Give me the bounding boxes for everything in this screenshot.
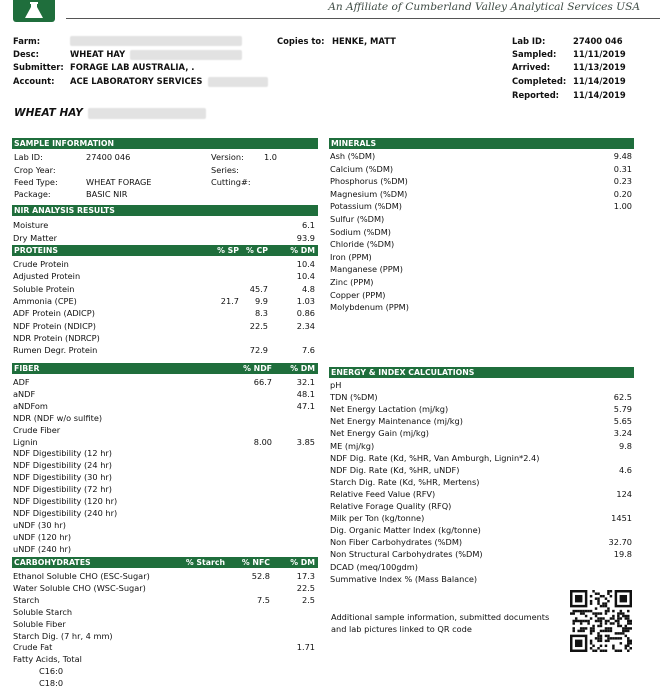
energy-row bbox=[330, 561, 635, 573]
energy-row bbox=[330, 464, 635, 476]
proteins-row-value: 1.03 bbox=[296, 295, 315, 306]
energy-row-label: Starch Dig. Rate (Kd, %HR, Mertens) bbox=[330, 476, 480, 487]
energy-row-label: NDF Dig. Rate (Kd, %HR, uNDF) bbox=[330, 464, 460, 475]
minerals-row-label: Potassium (%DM) bbox=[330, 201, 402, 212]
fiber-row bbox=[13, 424, 319, 436]
fiber-row bbox=[13, 483, 319, 495]
energy-row bbox=[330, 415, 635, 427]
proteins-row-value: 45.7 bbox=[249, 283, 268, 294]
labid-label: Lab ID: bbox=[512, 36, 546, 46]
divider bbox=[66, 18, 660, 19]
proteins-row-label: Adjusted Protein bbox=[13, 271, 81, 282]
proteins-row bbox=[13, 295, 319, 307]
proteins-row-label: ADF Protein (ADICP) bbox=[13, 308, 95, 319]
proteins-row bbox=[13, 332, 319, 344]
carbs-row-value: 7.5 bbox=[256, 594, 270, 605]
fiber-row bbox=[13, 471, 319, 483]
proteins-row-value: 4.8 bbox=[301, 283, 315, 294]
energy-row bbox=[330, 403, 635, 415]
minerals-row-value: 1.00 bbox=[613, 201, 632, 212]
farm-redacted bbox=[70, 35, 242, 46]
minerals-row-value: 0.31 bbox=[613, 163, 632, 174]
carbs-row bbox=[13, 582, 319, 594]
arrived-value: 11/13/2019 bbox=[573, 62, 626, 72]
account-value: ACE LABORATORY SERVICES bbox=[70, 76, 268, 87]
fiber-row-value: 48.1 bbox=[296, 388, 315, 399]
energy-row-value: 5.79 bbox=[613, 404, 632, 415]
fiber-row bbox=[13, 519, 319, 531]
affiliate-text: An Affiliate of Cumberland Valley Analytical Services USA bbox=[328, 1, 640, 13]
carbs-row-label: C18:0 bbox=[39, 678, 64, 689]
energy-row bbox=[330, 391, 635, 403]
fiber-row-value: 8.00 bbox=[253, 436, 272, 447]
carbs-row-label: Soluble Fiber bbox=[13, 618, 66, 629]
carbs-row-label: Crude Fat bbox=[13, 642, 53, 653]
minerals-row bbox=[330, 276, 635, 288]
carbs-row bbox=[13, 665, 319, 677]
energy-row-label: Net Energy Gain (mj/kg) bbox=[330, 428, 430, 439]
fiber-row-value: 32.1 bbox=[296, 377, 315, 387]
proteins-row-label: Soluble Protein bbox=[13, 283, 75, 294]
proteins-row-label: Rumen Degr. Protein bbox=[13, 345, 98, 356]
qr-code[interactable] bbox=[570, 590, 632, 652]
minerals-row bbox=[330, 188, 635, 200]
feedtype-label: Feed Type: bbox=[14, 177, 58, 187]
sampled-value: 11/11/2019 bbox=[573, 49, 626, 59]
sample-info-header: SAMPLE INFORMATION bbox=[12, 138, 318, 149]
fiber-row-label: NDF Digestibility (30 hr) bbox=[13, 472, 112, 483]
minerals-row-value: 0.20 bbox=[613, 188, 632, 199]
carbs-row bbox=[13, 570, 319, 582]
nir-row-label: Moisture bbox=[13, 220, 49, 230]
minerals-row bbox=[330, 289, 635, 301]
minerals-row bbox=[330, 213, 635, 225]
energy-row-value: 4.6 bbox=[618, 464, 632, 475]
minerals-row bbox=[330, 226, 635, 238]
nir-header: NIR ANALYSIS RESULTS bbox=[12, 205, 318, 216]
minerals-row bbox=[330, 251, 635, 263]
carbs-row-value: 1.71 bbox=[296, 642, 315, 653]
nir-row bbox=[13, 232, 319, 244]
arrived-label: Arrived: bbox=[512, 62, 551, 72]
carbs-col-1: % NFC bbox=[241, 558, 270, 567]
energy-row bbox=[330, 548, 635, 560]
fiber-row bbox=[13, 412, 319, 424]
energy-row-label: Non Structural Carbohydrates (%DM) bbox=[330, 549, 483, 560]
completed-value: 11/14/2019 bbox=[573, 76, 626, 86]
qr-note: Additional sample information, submitted documents and lab pictures linked to QR code bbox=[331, 612, 550, 634]
minerals-row bbox=[330, 175, 635, 187]
proteins-row-value: 22.5 bbox=[249, 320, 268, 331]
proteins-row bbox=[13, 270, 319, 282]
energy-row bbox=[330, 573, 635, 585]
feedtype-value: WHEAT FORAGE bbox=[86, 177, 152, 187]
fiber-col-0: % NDF bbox=[243, 364, 272, 373]
energy-row-label: Net Energy Maintenance (mj/kg) bbox=[330, 416, 463, 427]
energy-row-label: Milk per Ton (kg/tonne) bbox=[330, 513, 425, 524]
reported-label: Reported: bbox=[512, 90, 560, 100]
energy-row-value: 124 bbox=[616, 488, 632, 499]
fiber-row-value: 66.7 bbox=[253, 377, 272, 387]
copies-value: HENKE, MATT bbox=[332, 36, 396, 46]
proteins-row-value: 2.34 bbox=[296, 320, 315, 331]
proteins-row-label: NDF Protein (NDICP) bbox=[13, 320, 96, 331]
energy-row bbox=[330, 427, 635, 439]
energy-row-value: 3.24 bbox=[613, 428, 632, 439]
flask-icon bbox=[22, 2, 46, 20]
proteins-row bbox=[13, 307, 319, 319]
fiber-row bbox=[13, 376, 319, 388]
carbs-row-label: Soluble Starch bbox=[13, 606, 73, 617]
minerals-row-label: Chloride (%DM) bbox=[330, 239, 395, 250]
fiber-row-value: 3.85 bbox=[296, 436, 315, 447]
carbs-col-2: % DM bbox=[290, 558, 315, 567]
minerals-row bbox=[330, 263, 635, 275]
carbs-row-label: Starch bbox=[13, 594, 40, 605]
energy-row-value: 5.65 bbox=[613, 416, 632, 427]
energy-row-value: 1451 bbox=[611, 513, 632, 524]
proteins-row-label: NDR Protein (NDRCP) bbox=[13, 332, 100, 343]
proteins-row-value: 10.4 bbox=[296, 259, 315, 269]
carbs-row bbox=[13, 677, 319, 689]
energy-row bbox=[330, 452, 635, 464]
proteins-row-value: 8.3 bbox=[254, 308, 268, 319]
minerals-row-label: Iron (PPM) bbox=[330, 251, 372, 262]
fiber-col-1: % DM bbox=[290, 364, 315, 373]
submitter-label: Submitter: bbox=[13, 62, 64, 72]
energy-row-value: 9.8 bbox=[618, 440, 632, 451]
fiber-row bbox=[13, 447, 319, 459]
minerals-row-label: Magnesium (%DM) bbox=[330, 188, 408, 199]
fiber-row-label: ADF bbox=[13, 377, 30, 387]
proteins-row bbox=[13, 320, 319, 332]
energy-row-label: NDF Dig. Rate (Kd, %HR, Van Amburgh, Lignin*2.4) bbox=[330, 452, 540, 463]
minerals-row-label: Copper (PPM) bbox=[330, 289, 386, 300]
proteins-col-2: % DM bbox=[290, 246, 315, 255]
carbs-row-value: 2.5 bbox=[301, 594, 315, 605]
energy-row bbox=[330, 379, 635, 391]
nir-row bbox=[13, 219, 319, 231]
version-label: Version: bbox=[211, 152, 244, 162]
lab-logo bbox=[13, 0, 55, 22]
energy-row-label: Dig. Organic Matter Index (kg/tonne) bbox=[330, 525, 481, 536]
completed-label: Completed: bbox=[512, 76, 567, 86]
proteins-row-value: 21.7 bbox=[220, 295, 239, 306]
carbs-row-value: 52.8 bbox=[251, 571, 270, 581]
reported-value: 11/14/2019 bbox=[573, 90, 626, 100]
energy-row bbox=[330, 512, 635, 524]
proteins-row-label: Ammonia (CPE) bbox=[13, 295, 77, 306]
submitter-value: FORAGE LAB AUSTRALIA, . bbox=[70, 62, 195, 72]
fiber-row-label: uNDF (120 hr) bbox=[13, 531, 72, 542]
proteins-row-value: 10.4 bbox=[296, 271, 315, 282]
energy-row-value: 19.8 bbox=[613, 549, 632, 560]
fiber-row bbox=[13, 436, 319, 448]
energy-row-value: 32.70 bbox=[608, 537, 632, 548]
carbs-row bbox=[13, 594, 319, 606]
fiber-row-label: uNDF (240 hr) bbox=[13, 543, 72, 554]
minerals-row-label: Calcium (%DM) bbox=[330, 163, 394, 174]
nir-row-label: Dry Matter bbox=[13, 232, 58, 243]
minerals-row bbox=[330, 163, 635, 175]
carbs-row-label: Starch Dig. (7 hr, 4 mm) bbox=[13, 630, 113, 641]
fiber-row-label: NDF Digestibility (120 hr) bbox=[13, 496, 118, 506]
fiber-row bbox=[13, 507, 319, 519]
energy-row bbox=[330, 536, 635, 548]
minerals-row-label: Molybdenum (PPM) bbox=[330, 302, 409, 313]
minerals-row-label: Ash (%DM) bbox=[330, 151, 376, 161]
proteins-row-value: 9.9 bbox=[254, 295, 268, 306]
copies-label: Copies to: bbox=[277, 36, 325, 46]
minerals-row bbox=[330, 200, 635, 212]
energy-row-label: ME (mj/kg) bbox=[330, 440, 375, 451]
minerals-row-value: 0.23 bbox=[613, 176, 632, 187]
package-label: Package: bbox=[14, 189, 51, 199]
fiber-row-label: NDF Digestibility (72 hr) bbox=[13, 484, 112, 495]
fiber-header: FIBER % NDF % DM bbox=[12, 363, 318, 374]
proteins-row-value: 7.6 bbox=[301, 345, 315, 356]
energy-row-label: pH bbox=[330, 380, 342, 390]
energy-row bbox=[330, 440, 635, 452]
minerals-row-label: Manganese (PPM) bbox=[330, 264, 403, 275]
version-value: 1.0 bbox=[264, 152, 278, 162]
desc-label: Desc: bbox=[13, 49, 39, 59]
carbs-row-label: Ethanol Soluble CHO (ESC-Sugar) bbox=[13, 571, 150, 581]
energy-row-label: Summative Index % (Mass Balance) bbox=[330, 573, 478, 584]
minerals-row-value: 9.48 bbox=[613, 151, 632, 161]
energy-row bbox=[330, 500, 635, 512]
proteins-row-value: 72.9 bbox=[249, 345, 268, 356]
energy-header: ENERGY & INDEX CALCULATIONS bbox=[329, 367, 634, 378]
energy-row-label: Relative Forage Quality (RFQ) bbox=[330, 501, 452, 511]
fiber-row bbox=[13, 531, 319, 543]
minerals-header: MINERALS bbox=[329, 138, 634, 149]
proteins-header: PROTEINS % SP % CP % DM bbox=[12, 245, 318, 256]
farm-label: Farm: bbox=[13, 36, 41, 46]
fiber-row-value: 47.1 bbox=[296, 400, 315, 411]
fiber-row bbox=[13, 459, 319, 471]
energy-row bbox=[330, 488, 635, 500]
carbs-row-value: 17.3 bbox=[296, 571, 315, 581]
nir-row-value: 93.9 bbox=[296, 232, 315, 243]
proteins-row-value: 0.86 bbox=[296, 308, 315, 319]
sample-labid-value: 27400 046 bbox=[86, 152, 131, 162]
fiber-row bbox=[13, 543, 319, 555]
package-value: BASIC NIR bbox=[86, 189, 128, 199]
carbs-row bbox=[13, 641, 319, 653]
minerals-row-label: Sodium (%DM) bbox=[330, 226, 391, 237]
energy-row-label: DCAD (meq/100gdm) bbox=[330, 561, 418, 572]
sample-labid-label: Lab ID: bbox=[14, 152, 43, 162]
proteins-row bbox=[13, 283, 319, 295]
proteins-col-0: % SP bbox=[217, 246, 239, 255]
carbs-row-label: Fatty Acids, Total bbox=[13, 654, 82, 665]
proteins-row-label: Crude Protein bbox=[13, 259, 69, 269]
fiber-row bbox=[13, 388, 319, 400]
fiber-row-label: NDF Digestibility (12 hr) bbox=[13, 448, 112, 459]
fiber-row-label: NDF Digestibility (24 hr) bbox=[13, 460, 112, 471]
fiber-row-label: uNDF (30 hr) bbox=[13, 519, 66, 530]
proteins-row bbox=[13, 344, 319, 356]
fiber-row-label: aNDF bbox=[13, 388, 36, 399]
carbs-col-0: % Starch bbox=[185, 558, 225, 567]
carbs-row bbox=[13, 618, 319, 630]
carbs-row bbox=[13, 630, 319, 642]
carbs-row-label: Water Soluble CHO (WSC-Sugar) bbox=[13, 582, 146, 593]
fiber-row-label: Crude Fiber bbox=[13, 424, 61, 435]
fiber-row-label: Lignin bbox=[13, 436, 38, 447]
fiber-row bbox=[13, 400, 319, 412]
fiber-row-label: NDR (NDF w/o sulfite) bbox=[13, 412, 103, 423]
energy-row-value: 62.5 bbox=[613, 392, 632, 403]
report-title: WHEAT HAY bbox=[14, 107, 206, 119]
energy-row-label: Net Energy Lactation (mj/kg) bbox=[330, 404, 449, 415]
carbs-row-label: C16:0 bbox=[39, 666, 64, 677]
energy-row-label: Non Fiber Carbohydrates (%DM) bbox=[330, 537, 463, 548]
carbs-header: CARBOHYDRATES % Starch % NFC % DM bbox=[12, 557, 318, 568]
minerals-row bbox=[330, 150, 635, 162]
carbs-row-value: 22.5 bbox=[296, 582, 315, 593]
minerals-row bbox=[330, 301, 635, 313]
carbs-row bbox=[13, 606, 319, 618]
minerals-row bbox=[330, 238, 635, 250]
proteins-row bbox=[13, 258, 319, 270]
cutting-label: Cutting#: bbox=[211, 177, 251, 187]
minerals-row-label: Zinc (PPM) bbox=[330, 277, 374, 287]
energy-row-label: Relative Feed Value (RFV) bbox=[330, 488, 436, 499]
sampled-label: Sampled: bbox=[512, 49, 557, 59]
energy-row-label: TDN (%DM) bbox=[330, 392, 378, 403]
carbs-row bbox=[13, 653, 319, 665]
fiber-row bbox=[13, 495, 319, 507]
cropyear-label: Crop Year: bbox=[14, 165, 56, 175]
fiber-row-label: NDF Digestibility (240 hr) bbox=[13, 507, 118, 518]
desc-value: WHEAT HAY bbox=[70, 49, 242, 60]
minerals-row-label: Phosphorus (%DM) bbox=[330, 176, 408, 187]
series-label: Series: bbox=[211, 165, 239, 175]
minerals-row-label: Sulfur (%DM) bbox=[330, 214, 385, 224]
fiber-row-label: aNDFom bbox=[13, 400, 48, 411]
proteins-col-1: % CP bbox=[246, 246, 268, 255]
labid-value: 27400 046 bbox=[573, 36, 623, 46]
energy-row bbox=[330, 476, 635, 488]
account-label: Account: bbox=[13, 76, 55, 86]
energy-row bbox=[330, 524, 635, 536]
nir-row-value: 6.1 bbox=[301, 220, 315, 230]
top-bar bbox=[0, 0, 660, 22]
